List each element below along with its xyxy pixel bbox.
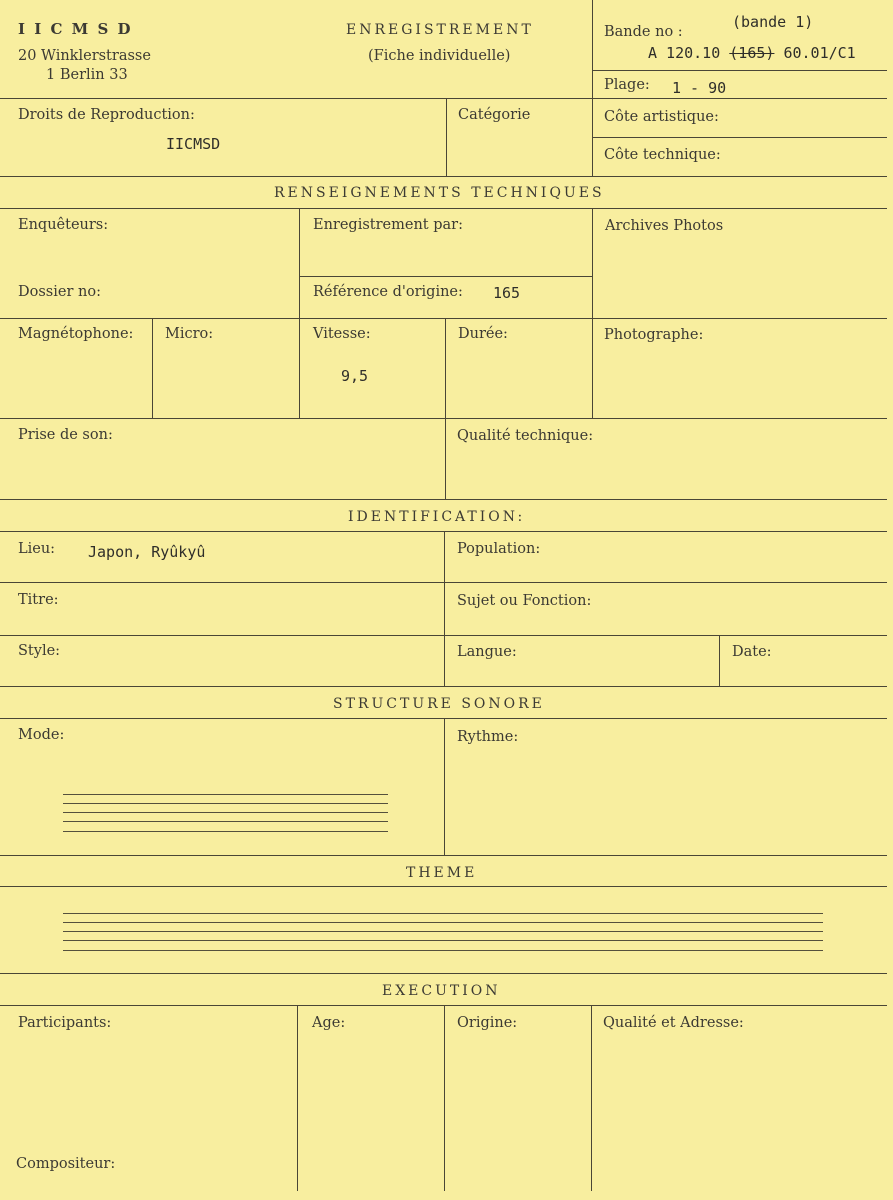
duree-label: Durée:	[458, 326, 508, 342]
staff-line	[63, 913, 823, 914]
age-label: Age:	[312, 1015, 346, 1031]
rule	[297, 1005, 298, 1191]
plage-value: 1 - 90	[672, 79, 727, 97]
mode-label: Mode:	[18, 727, 65, 743]
enregistrement-par-label: Enregistrement par:	[313, 217, 463, 233]
rule	[719, 635, 720, 686]
rule	[0, 176, 887, 177]
staff-line	[63, 803, 388, 804]
rule	[0, 418, 887, 419]
date-label: Date:	[732, 644, 772, 660]
rule	[592, 70, 887, 71]
rule	[446, 98, 447, 176]
rule	[299, 208, 300, 418]
rule	[445, 418, 446, 499]
categorie-label: Catégorie	[458, 107, 531, 123]
rule	[591, 1005, 592, 1191]
vitesse-value: 9,5	[341, 367, 369, 385]
section-title-theme: THEME	[406, 865, 478, 881]
section-title-structure: STRUCTURE SONORE	[333, 696, 545, 712]
rule	[444, 531, 445, 686]
cote-technique-label: Côte technique:	[604, 147, 721, 163]
rule	[444, 1005, 445, 1191]
qualite-adresse-label: Qualité et Adresse:	[603, 1015, 744, 1031]
form-subtitle: (Fiche individuelle)	[368, 48, 511, 64]
bande-number	[648, 46, 856, 61]
bande-prefix: A 120.10	[648, 44, 721, 62]
droits-label: Droits de Reproduction:	[18, 107, 195, 123]
rule	[0, 208, 887, 209]
address-line-2: 1 Berlin 33	[46, 67, 128, 83]
rule	[299, 276, 592, 277]
compositeur-label: Compositeur:	[16, 1156, 116, 1172]
lieu-label: Lieu:	[18, 541, 56, 557]
rule	[152, 318, 153, 418]
address-line-1: 20 Winklerstrasse	[18, 48, 151, 64]
sujet-label: Sujet ou Fonction:	[457, 593, 592, 609]
staff-line	[63, 950, 823, 951]
lieu-value: Japon, Ryûkyû	[88, 543, 206, 561]
participants-label: Participants:	[18, 1015, 112, 1031]
bande-label: Bande no :	[604, 24, 683, 40]
cote-artistique-label: Côte artistique:	[604, 109, 719, 125]
staff-line	[63, 812, 388, 813]
form-title: ENREGISTREMENT	[346, 22, 534, 38]
rule	[0, 973, 887, 974]
rule	[592, 137, 887, 138]
bande-struck: (165)	[729, 44, 775, 62]
rule	[444, 718, 445, 855]
origine-label: Origine:	[457, 1015, 518, 1031]
rule	[0, 499, 887, 500]
rythme-label: Rythme:	[457, 729, 519, 745]
micro-label: Micro:	[165, 326, 214, 342]
titre-label: Titre:	[18, 592, 59, 608]
vitesse-label: Vitesse:	[313, 326, 371, 342]
rule	[0, 686, 887, 687]
rule	[592, 0, 593, 176]
prise-de-son-label: Prise de son:	[18, 427, 113, 443]
droits-value: IICMSD	[166, 135, 221, 153]
org-name: I I C M S D	[18, 20, 133, 38]
reference-label: Référence d'origine:	[313, 284, 463, 300]
rule	[592, 208, 593, 418]
staff-line	[63, 940, 823, 941]
archives-photos-label: Archives Photos	[605, 218, 724, 234]
rule	[0, 318, 887, 319]
population-label: Population:	[457, 541, 541, 557]
rule	[0, 855, 887, 856]
section-title-execution: EXECUTION	[382, 983, 501, 999]
magnetophone-label: Magnétophone:	[18, 326, 134, 342]
enqueteurs-label: Enquêteurs:	[18, 217, 109, 233]
section-title-identification: IDENTIFICATION:	[348, 509, 526, 525]
section-title-technique: RENSEIGNEMENTS TECHNIQUES	[274, 185, 605, 201]
photographe-label: Photographe:	[604, 327, 704, 343]
staff-line	[63, 831, 388, 832]
plage-label: Plage:	[604, 77, 650, 93]
rule	[0, 98, 887, 99]
reference-value: 165	[493, 284, 521, 302]
staff-line	[63, 794, 388, 795]
staff-line	[63, 821, 388, 822]
rule	[445, 318, 446, 418]
langue-label: Langue:	[457, 644, 517, 660]
staff-line	[63, 931, 823, 932]
staff-line	[63, 922, 823, 923]
qualite-technique-label: Qualité technique:	[457, 428, 594, 444]
dossier-label: Dossier no:	[18, 284, 101, 300]
style-label: Style:	[18, 643, 61, 659]
rule	[0, 886, 887, 887]
bande-note: (bande 1)	[732, 13, 814, 31]
bande-suffix: 60.01/C1	[783, 44, 856, 62]
